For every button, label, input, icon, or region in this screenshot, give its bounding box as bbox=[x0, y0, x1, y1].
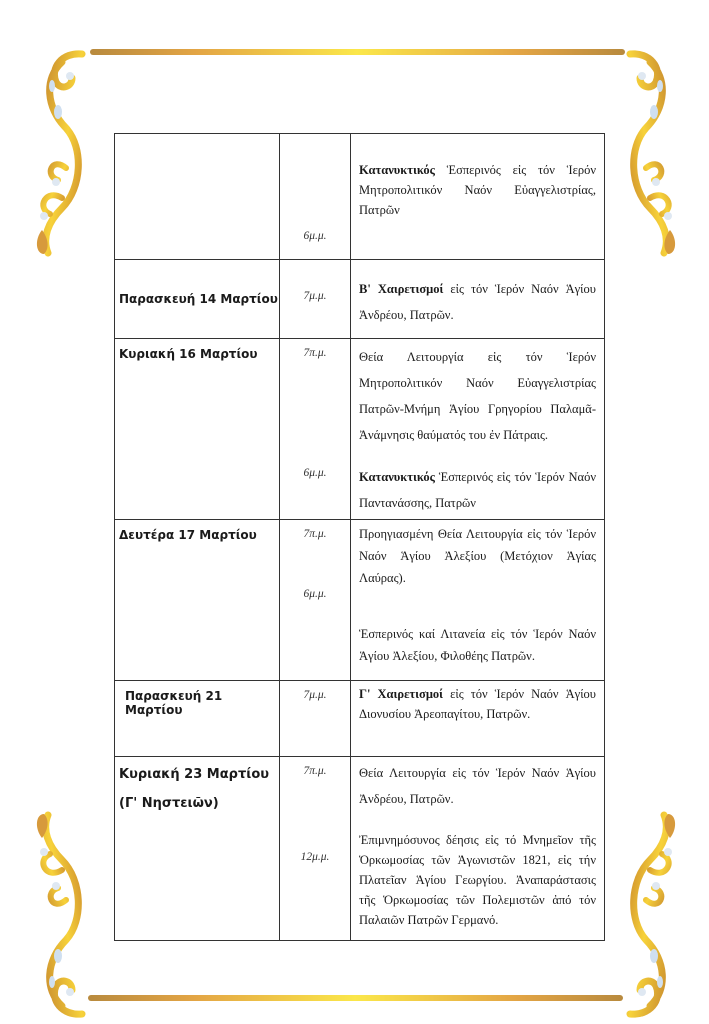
time-cell bbox=[280, 339, 351, 520]
date-cell bbox=[115, 134, 280, 260]
time-cell bbox=[280, 681, 351, 757]
event-description: Θεία Λειτουργία εἰς τόν Ἱερόν Ναόν Ἁγίου Ἀνδρέου, Πατρῶν. bbox=[359, 766, 596, 806]
event-description: Ἑσπερινός καί Λιτανεία εἰς τόν Ἱερόν Ναόν Ἁγίου Ἀλεξίου, Φιλοθέης Πατρῶν. bbox=[359, 627, 596, 663]
description-cell bbox=[351, 339, 605, 520]
time-label: 7π.μ. bbox=[303, 528, 327, 540]
time-label: 7μ.μ. bbox=[303, 290, 327, 302]
description-cell bbox=[351, 260, 605, 339]
event-description: Γ' Χαιρετισμοί εἰς τόν Ἱερόν Ναόν Ἁγίου Διονυσίου Ἀρεοπαγίτου, Πατρῶν. bbox=[359, 687, 596, 721]
event-description: Β' Χαιρετισμοί εἰς τόν Ἱερόν Ναόν Ἁγίου Ἀνδρέου, Πατρῶν. bbox=[359, 282, 596, 322]
ornament-bottom-left-icon bbox=[22, 800, 102, 1020]
event-description: Θεία Λειτουργία εἰς τόν Ἱερόν Μητροπολιτικόν Ναόν Εὐαγγελιστρίας Πατρῶν-Μνήμη Ἁγίου Γρηγορίου Παλαμᾶ- Ἀνάμνησις θαύματός του ἐν Πάτραις. bbox=[359, 350, 596, 442]
time-label: 6μ.μ. bbox=[303, 588, 327, 600]
time-cell bbox=[280, 520, 351, 681]
ornament-bottom-right-icon bbox=[610, 800, 690, 1020]
time-cell bbox=[280, 260, 351, 339]
description-cell bbox=[351, 681, 605, 757]
table-row bbox=[115, 260, 605, 339]
date-cell: Κυριακή 16 Μαρτίου bbox=[115, 339, 280, 520]
table-row bbox=[115, 520, 605, 681]
ornament-top-right-icon bbox=[610, 48, 690, 268]
description-cell bbox=[351, 134, 605, 260]
date-cell: Παρασκευή 14 Μαρτίου bbox=[115, 260, 280, 339]
event-description: Προηγιασμένη Θεία Λειτουργία εἰς τόν Ἱερόν Ναόν Ἁγίου Ἀλεξίου (Μετόχιον Ἁγίας Λαύρας). bbox=[359, 527, 596, 585]
description-cell bbox=[351, 757, 605, 941]
event-description: Κατανυκτικός Ἑσπερινός εἰς τόν Ἱερόν Μητροπολιτικόν Ναόν Εὐαγγελιστρίας, Πατρῶν bbox=[359, 163, 596, 217]
table-row bbox=[115, 757, 605, 941]
table-row bbox=[115, 134, 605, 260]
time-label: 6μ.μ. bbox=[303, 467, 327, 479]
bottom-gold-border bbox=[88, 995, 623, 1001]
time-label: 6μ.μ. bbox=[303, 230, 327, 242]
time-label: 7π.μ. bbox=[303, 347, 327, 359]
ornament-top-left-icon bbox=[22, 48, 102, 268]
top-gold-border bbox=[90, 49, 625, 55]
time-label: 12μ.μ. bbox=[300, 851, 330, 863]
event-description: Κατανυκτικός Ἑσπερινός εἰς τόν Ἱερόν Ναόν Παντανάσσης, Πατρῶν bbox=[359, 470, 596, 510]
date-cell: Παρασκευή 21 Μαρτίου bbox=[115, 681, 280, 757]
event-description: Ἐπιμνημόσυνος δέησις εἰς τό Μνημεῖον τῆς Ὁρκωμοσίας τῶν Ἀγωνιστῶν 1821, εἰς τήν Πλατεῖαν Ἁγίου Γεωργίου. Ἀναπαράστασις τῆς Ὁρκωμοσίας τῶν Πολεμιστῶν ἀπό τόν Παλαιῶν Πατρῶν Γερμανό. bbox=[359, 833, 596, 927]
date-cell: Δευτέρα 17 Μαρτίου bbox=[115, 520, 280, 681]
time-cell bbox=[280, 134, 351, 260]
table-row bbox=[115, 339, 605, 520]
time-label: 7π.μ. bbox=[303, 765, 327, 777]
time-cell bbox=[280, 757, 351, 941]
date-cell: Κυριακή 23 Μαρτίου (Γ' Νηστειῶν) bbox=[115, 757, 280, 941]
time-label: 7μ.μ. bbox=[303, 689, 327, 701]
table-row bbox=[115, 681, 605, 757]
description-cell bbox=[351, 520, 605, 681]
date-note: (Γ' Νηστειῶν) bbox=[119, 796, 219, 811]
schedule-table bbox=[114, 133, 605, 941]
